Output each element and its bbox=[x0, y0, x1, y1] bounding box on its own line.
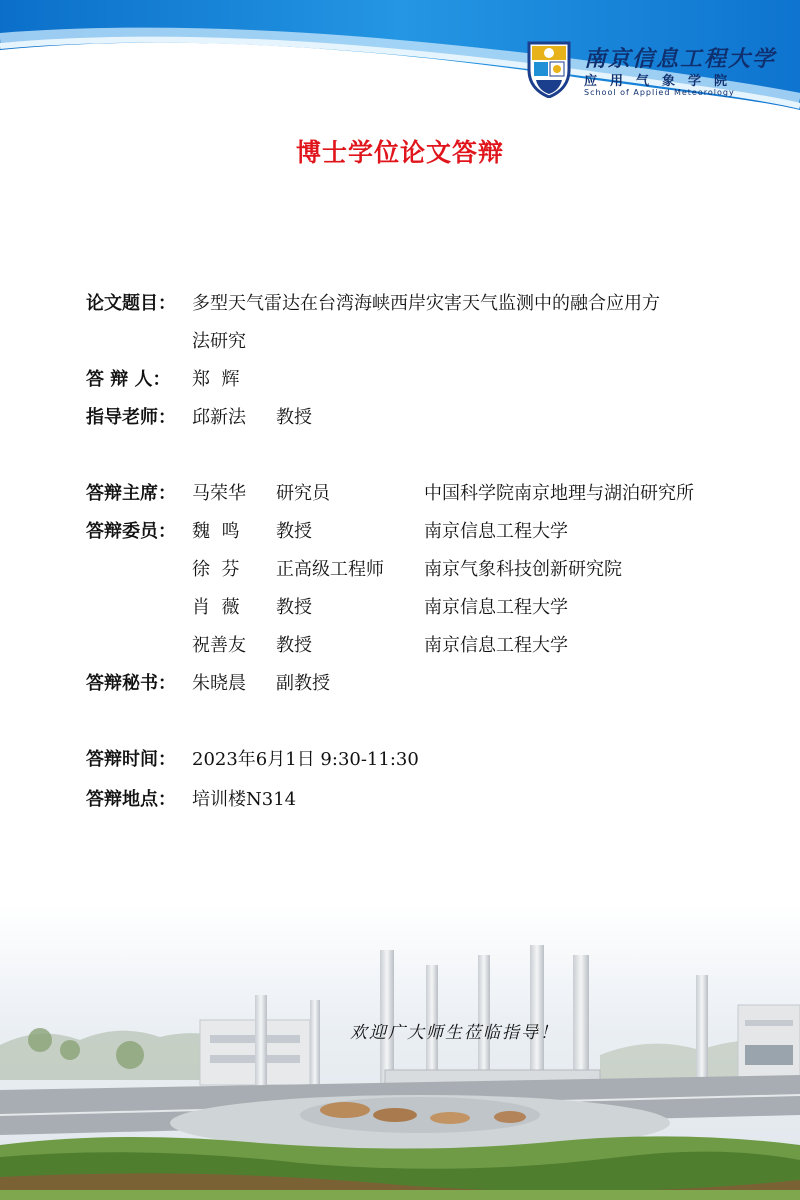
committee-member-name: 徐 芬 bbox=[192, 559, 240, 580]
page-title: 博士学位论文答辩 bbox=[295, 138, 504, 167]
department-name-cn: 应用气象学院 bbox=[584, 74, 741, 89]
secretary-title: 副教授 bbox=[276, 673, 330, 694]
chair-org: 中国科学院南京地理与湖泊研究所 bbox=[424, 483, 694, 504]
place-value: 培训楼N314 bbox=[192, 789, 297, 810]
advisor-name: 邱新法 bbox=[192, 407, 246, 428]
advisor-label: 指导老师： bbox=[86, 407, 176, 428]
chair-label: 答辩主席： bbox=[86, 483, 176, 504]
department-name-en: School of Applied Meteorology bbox=[584, 88, 735, 97]
time-label: 答辩时间： bbox=[86, 749, 176, 770]
school-emblem-icon bbox=[526, 40, 572, 98]
committee-label: 答辩委员： bbox=[86, 521, 176, 542]
committee-member-title: 教授 bbox=[276, 597, 312, 618]
advisor-title: 教授 bbox=[276, 407, 312, 428]
thesis-label: 论文题目： bbox=[86, 293, 176, 314]
thesis-title-line1: 多型天气雷达在台湾海峡西岸灾害天气监测中的融合应用方 bbox=[192, 293, 660, 314]
welcome-message: 欢迎广大师生莅临指导！ bbox=[350, 1023, 559, 1043]
school-logo bbox=[526, 40, 786, 102]
committee-member-name: 魏 鸣 bbox=[192, 521, 240, 542]
place-label: 答辩地点： bbox=[86, 789, 176, 810]
committee-member-title: 教授 bbox=[276, 521, 312, 542]
time-value: 2023年6月1日 9:30-11:30 bbox=[192, 749, 419, 770]
campus-gate-image bbox=[0, 905, 800, 1200]
thesis-title-line2: 法研究 bbox=[192, 331, 246, 352]
defender-label: 答 辩 人： bbox=[86, 369, 171, 390]
committee-member-org: 南京气象科技创新研究院 bbox=[424, 559, 622, 580]
committee-member-org: 南京信息工程大学 bbox=[424, 597, 568, 618]
secretary-name: 朱晓晨 bbox=[192, 673, 246, 694]
committee-member-name: 祝善友 bbox=[192, 635, 246, 656]
committee-member-org: 南京信息工程大学 bbox=[424, 635, 568, 656]
committee-member-title: 正高级工程师 bbox=[276, 559, 384, 580]
school-name: 南京信息工程大学 bbox=[584, 46, 777, 72]
committee-member-org: 南京信息工程大学 bbox=[424, 521, 568, 542]
chair-title: 研究员 bbox=[276, 483, 330, 504]
defender-name: 郑 辉 bbox=[192, 369, 240, 390]
committee-member-title: 教授 bbox=[276, 635, 312, 656]
secretary-label: 答辩秘书： bbox=[86, 673, 176, 694]
committee-member-name: 肖 薇 bbox=[192, 597, 240, 618]
chair-name: 马荣华 bbox=[192, 483, 246, 504]
